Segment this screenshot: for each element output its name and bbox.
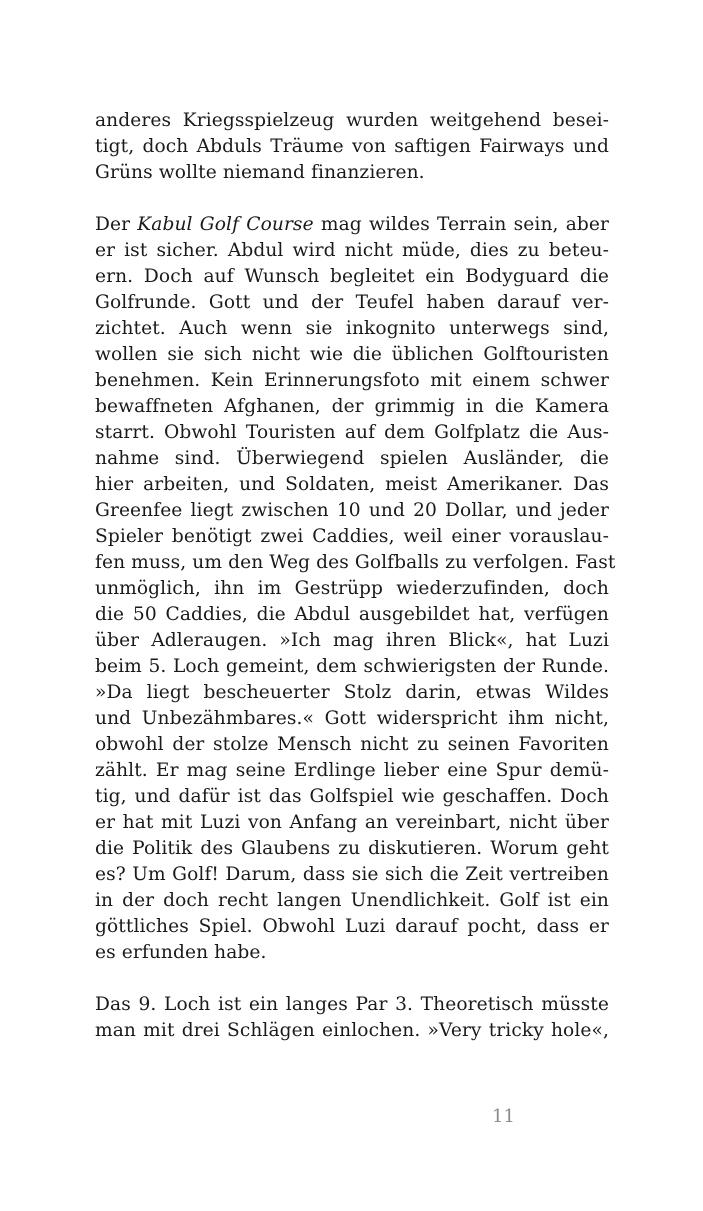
paragraph-gap — [95, 186, 609, 212]
text-line: und Unbezähmbares.« Gott widerspricht ihm nicht, — [95, 708, 609, 729]
text-line: benehmen. Kein Erinnerungsfoto mit einem schwer — [95, 370, 609, 391]
paragraph-gap — [95, 966, 609, 992]
text-line: zählt. Er mag seine Erdlinge lieber eine Spur demü- — [95, 760, 609, 781]
text-line: Greenfee liegt zwischen 10 und 20 Dollar, und jeder — [95, 500, 609, 521]
page-body — [95, 108, 616, 1044]
text-line: beim 5. Loch gemeint, dem schwierigsten der Runde. — [95, 656, 609, 677]
text-line: starrt. Obwohl Touristen auf dem Golfplatz die Aus- — [95, 422, 609, 443]
text-line: er ist sicher. Abdul wird nicht müde, dies zu beteu- — [95, 240, 609, 261]
text-line: Der Kabul Golf Course mag wildes Terrain sein, aber — [95, 214, 609, 235]
text-line: tigt, doch Abduls Träume von saftigen Fairways und — [95, 136, 609, 157]
text-line: über Adleraugen. »Ich mag ihren Blick«, hat Luzi — [95, 630, 609, 651]
text-line: man mit drei Schlägen einlochen. »Very tricky hole«, — [95, 1020, 609, 1041]
text-line: Das 9. Loch ist ein langes Par 3. Theoretisch müsste — [95, 994, 609, 1015]
text-line: göttliches Spiel. Obwohl Luzi darauf pocht, dass er — [95, 916, 609, 937]
text-line: unmöglich, ihn im Gestrüpp wiederzufinden, doch — [95, 578, 609, 599]
text-line: nahme sind. Überwiegend spielen Ausländer, die — [95, 448, 609, 469]
text-line: obwohl der stolze Mensch nicht zu seinen Favoriten — [95, 734, 609, 755]
text-line: es? Um Golf! Darum, dass sie sich die Zeit vertreiben — [95, 864, 609, 885]
text-line: hier arbeiten, und Soldaten, meist Amerikaner. Das — [95, 474, 609, 495]
italic-title: Kabul Golf Course — [137, 214, 314, 235]
text-line: die 50 Caddies, die Abdul ausgebildet hat, verfügen — [95, 604, 609, 625]
text-line: wollen sie sich nicht wie die üblichen Golftouristen — [95, 344, 609, 365]
paragraph-3 — [95, 992, 609, 1044]
page-number: 11 — [492, 1106, 515, 1127]
text-line: er hat mit Luzi von Anfang an vereinbart, nicht über — [95, 812, 609, 833]
text-line: anderes Kriegsspielzeug wurden weitgehend besei- — [95, 110, 609, 131]
text-line: in der doch recht langen Unendlichkeit. Golf ist ein — [95, 890, 609, 911]
text-line: ern. Doch auf Wunsch begleitet ein Bodyguard die — [95, 266, 609, 287]
text-line: Spieler benötigt zwei Caddies, weil einer vorauslau- — [95, 526, 609, 547]
text-line: fen muss, um den Weg des Golfballs zu verfolgen. Fast — [95, 552, 616, 573]
text-line: Grüns wollte niemand finanzieren. — [95, 162, 425, 183]
text-line: die Politik des Glaubens zu diskutieren. Worum geht — [95, 838, 609, 859]
text-line: es erfunden habe. — [95, 942, 267, 963]
text-line: Golfrunde. Gott und der Teufel haben darauf ver- — [95, 292, 609, 313]
text-line: tig, und dafür ist das Golfspiel wie geschaffen. Doch — [95, 786, 609, 807]
paragraph-2 — [95, 212, 616, 966]
text-line: »Da liegt bescheuerter Stolz darin, etwas Wildes — [95, 682, 609, 703]
text-line: bewaffneten Afghanen, der grimmig in die Kamera — [95, 396, 609, 417]
text-line: zichtet. Auch wenn sie inkognito unterwegs sind, — [95, 318, 609, 339]
paragraph-1 — [95, 108, 609, 186]
